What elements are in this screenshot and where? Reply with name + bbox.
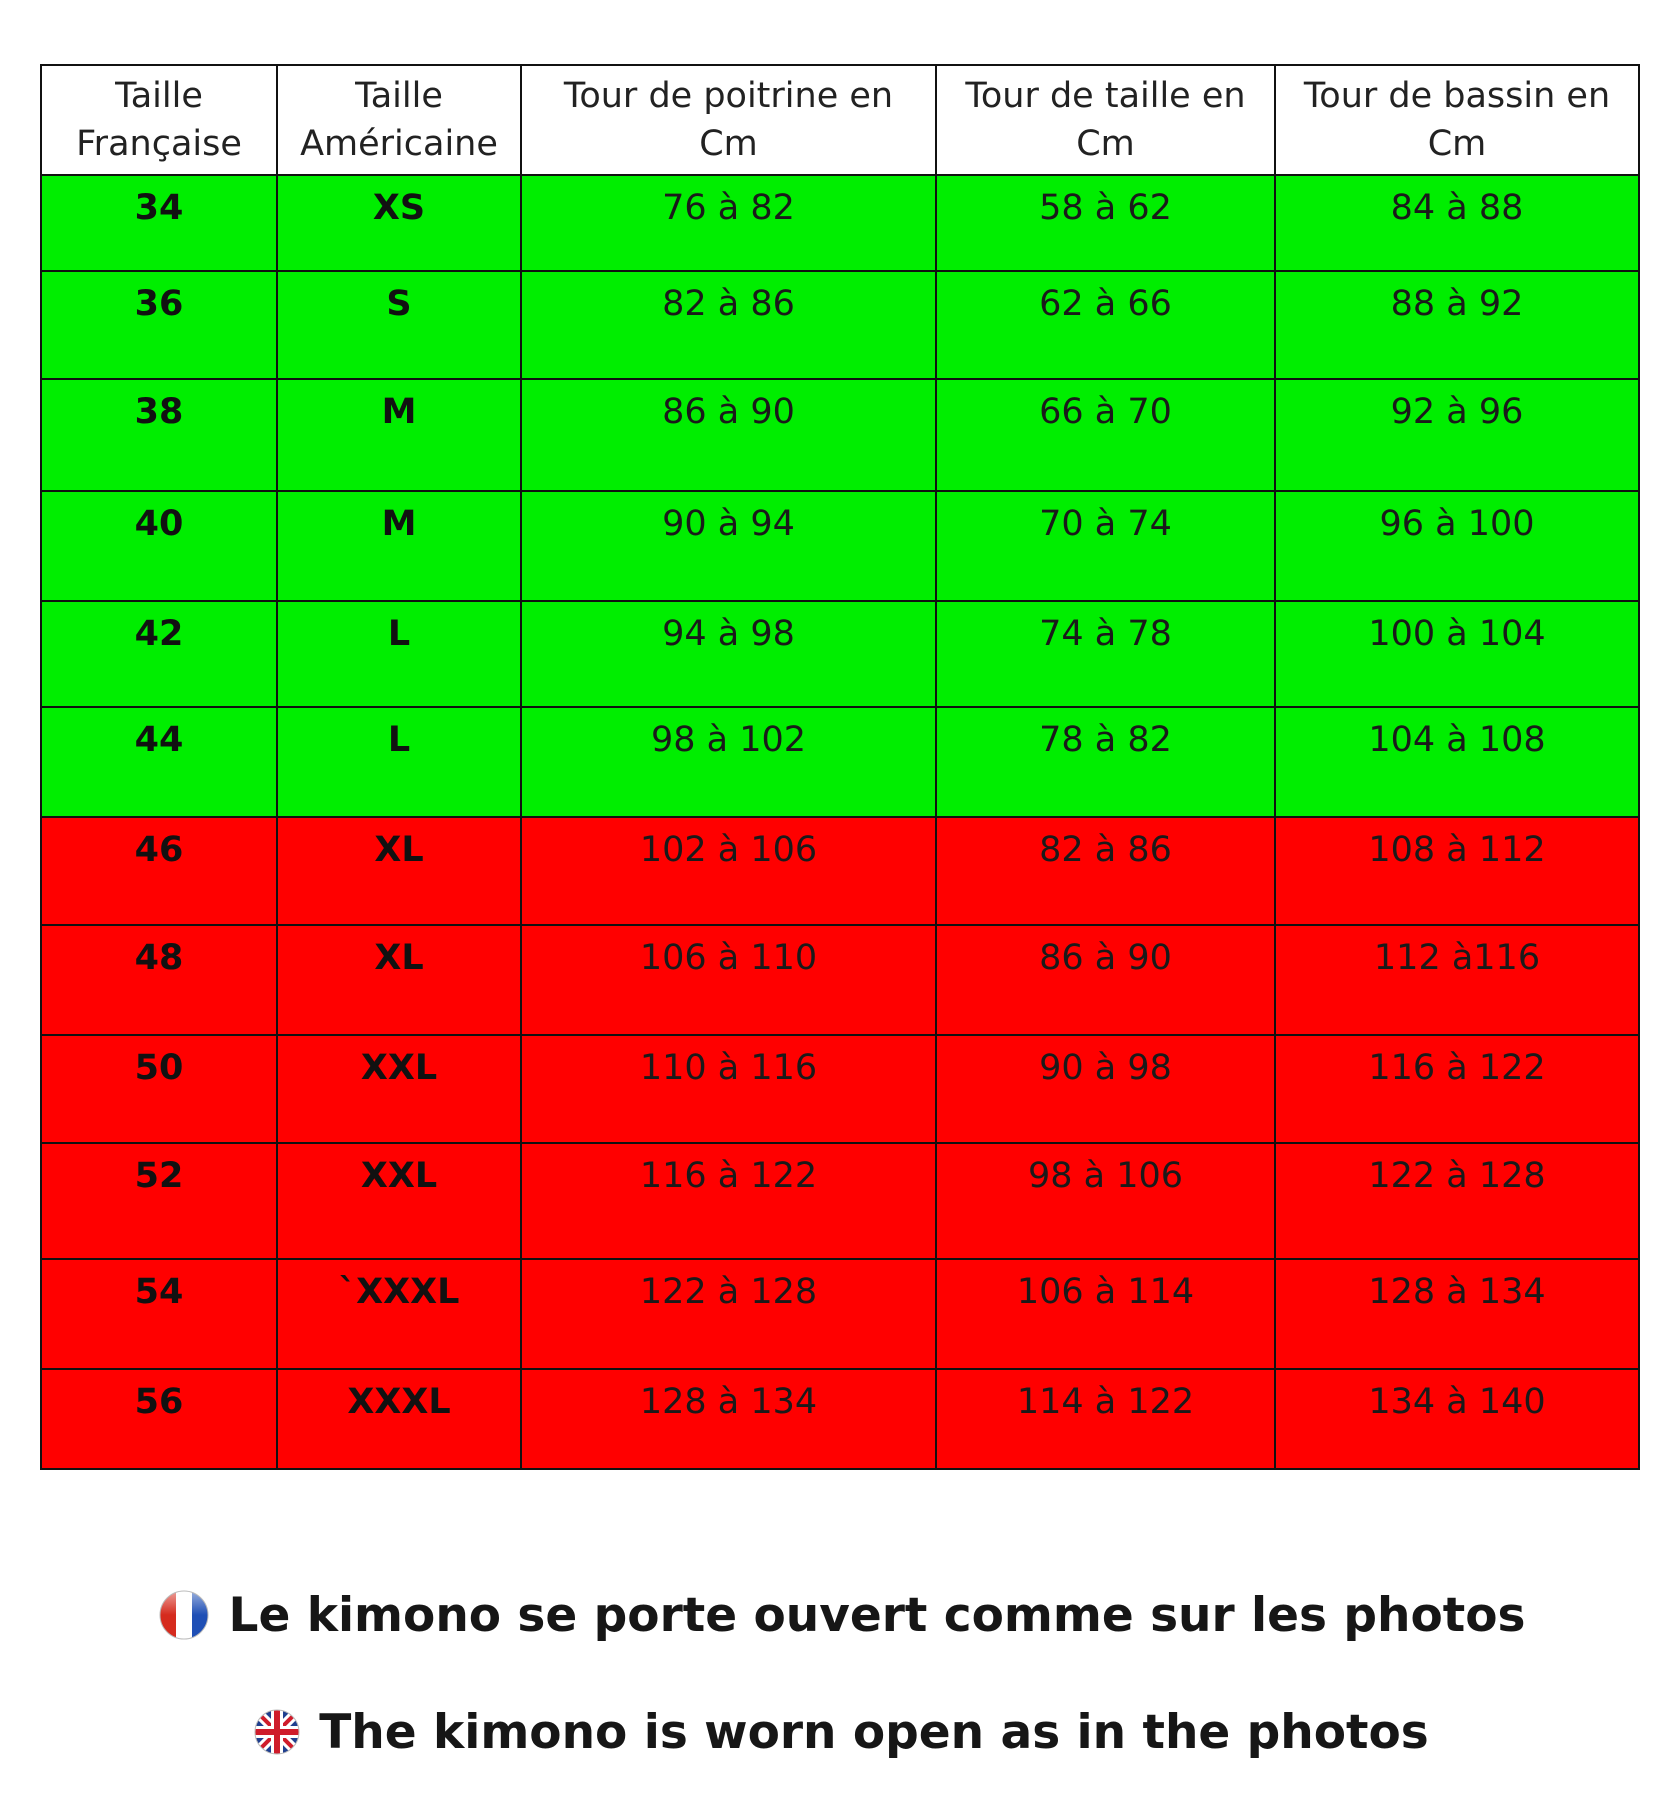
hips-cell: 104 à 108	[1275, 707, 1639, 817]
american-size-cell: M	[277, 379, 521, 491]
chest-cell: 116 à 122	[521, 1143, 936, 1259]
header-line: Cm	[699, 124, 758, 164]
table-row	[41, 175, 1639, 271]
chest-cell: 98 à 102	[521, 707, 936, 817]
hips-cell: 116 à 122	[1275, 1035, 1639, 1143]
french-size-cell: 52	[41, 1143, 277, 1259]
waist-cell: 70 à 74	[936, 491, 1275, 601]
hips-cell: 92 à 96	[1275, 379, 1639, 491]
hips-cell: 134 à 140	[1275, 1369, 1639, 1469]
table-row	[41, 601, 1639, 707]
chest-cell: 94 à 98	[521, 601, 936, 707]
french-size-cell: 46	[41, 817, 277, 925]
chest-cell: 106 à 110	[521, 925, 936, 1035]
header-line: Américaine	[300, 124, 498, 164]
header-line: Tour de bassin en	[1303, 76, 1611, 116]
american-size-cell: XL	[277, 925, 521, 1035]
waist-cell: 82 à 86	[936, 817, 1275, 925]
chest-cell: 86 à 90	[521, 379, 936, 491]
header-chest	[521, 65, 936, 175]
header-line: Tour de poitrine en	[563, 76, 894, 116]
chest-cell: 76 à 82	[521, 175, 936, 271]
french-size-cell: 44	[41, 707, 277, 817]
header-line: Cm	[1427, 124, 1487, 164]
chest-cell: 128 à 134	[521, 1369, 936, 1469]
hips-cell: 108 à 112	[1275, 817, 1639, 925]
french-size-cell: 56	[41, 1369, 277, 1469]
french-size-cell: 50	[41, 1035, 277, 1143]
french-note-text: Le kimono se porte ouvert comme sur les photos	[228, 1587, 1526, 1643]
table-row	[41, 925, 1639, 1035]
french-size-cell: 38	[41, 379, 277, 491]
hips-cell: 122 à 128	[1275, 1143, 1639, 1259]
french-flag-icon	[155, 1586, 213, 1644]
size-chart-table	[40, 64, 1640, 1470]
american-size-cell: L	[277, 707, 521, 817]
waist-cell: 98 à 106	[936, 1143, 1275, 1259]
table-row	[41, 491, 1639, 601]
header-line: Tour de taille en	[965, 76, 1246, 116]
hips-cell: 96 à 100	[1275, 491, 1639, 601]
table-row	[41, 1259, 1639, 1369]
chest-cell: 90 à 94	[521, 491, 936, 601]
chest-cell: 110 à 116	[521, 1035, 936, 1143]
waist-cell: 62 à 66	[936, 271, 1275, 379]
english-note	[0, 1697, 1680, 1767]
header-line: Cm	[1076, 124, 1135, 164]
french-size-cell: 34	[41, 175, 277, 271]
american-size-cell: XXL	[277, 1143, 521, 1259]
hips-cell: 128 à 134	[1275, 1259, 1639, 1369]
american-size-cell: XXXL	[277, 1369, 521, 1469]
french-size-cell: 40	[41, 491, 277, 601]
hips-cell: 112 à116	[1275, 925, 1639, 1035]
waist-cell: 90 à 98	[936, 1035, 1275, 1143]
header-line: Française	[76, 124, 242, 164]
american-size-cell: XL	[277, 817, 521, 925]
waist-cell: 78 à 82	[936, 707, 1275, 817]
header-american-size	[277, 65, 521, 175]
header-french-size	[41, 65, 277, 175]
waist-cell: 66 à 70	[936, 379, 1275, 491]
size-chart-body	[41, 175, 1639, 1469]
french-size-cell: 42	[41, 601, 277, 707]
english-note-text: The kimono is worn open as in the photos	[319, 1704, 1429, 1760]
table-row	[41, 707, 1639, 817]
waist-cell: 114 à 122	[936, 1369, 1275, 1469]
table-row	[41, 1143, 1639, 1259]
header-line: Taille	[355, 76, 443, 116]
table-row	[41, 379, 1639, 491]
american-size-cell: S	[277, 271, 521, 379]
american-size-cell: L	[277, 601, 521, 707]
table-row	[41, 1035, 1639, 1143]
chest-cell: 122 à 128	[521, 1259, 936, 1369]
chest-cell: 82 à 86	[521, 271, 936, 379]
hips-cell: 88 à 92	[1275, 271, 1639, 379]
header-hips	[1275, 65, 1639, 175]
waist-cell: 58 à 62	[936, 175, 1275, 271]
american-size-cell: M	[277, 491, 521, 601]
french-size-cell: 54	[41, 1259, 277, 1369]
waist-cell: 86 à 90	[936, 925, 1275, 1035]
french-size-cell: 36	[41, 271, 277, 379]
waist-cell: 106 à 114	[936, 1259, 1275, 1369]
header-line: Taille	[115, 76, 203, 116]
hips-cell: 84 à 88	[1275, 175, 1639, 271]
french-size-cell: 48	[41, 925, 277, 1035]
table-row	[41, 817, 1639, 925]
chest-cell: 102 à 106	[521, 817, 936, 925]
french-note	[0, 1580, 1680, 1650]
table-row	[41, 271, 1639, 379]
uk-flag-icon	[251, 1706, 303, 1758]
table-header-row	[41, 65, 1639, 175]
header-waist	[936, 65, 1275, 175]
american-size-cell: XXL	[277, 1035, 521, 1143]
hips-cell: 100 à 104	[1275, 601, 1639, 707]
american-size-cell: `XXXL	[277, 1259, 521, 1369]
american-size-cell: XS	[277, 175, 521, 271]
waist-cell: 74 à 78	[936, 601, 1275, 707]
table-row	[41, 1369, 1639, 1469]
